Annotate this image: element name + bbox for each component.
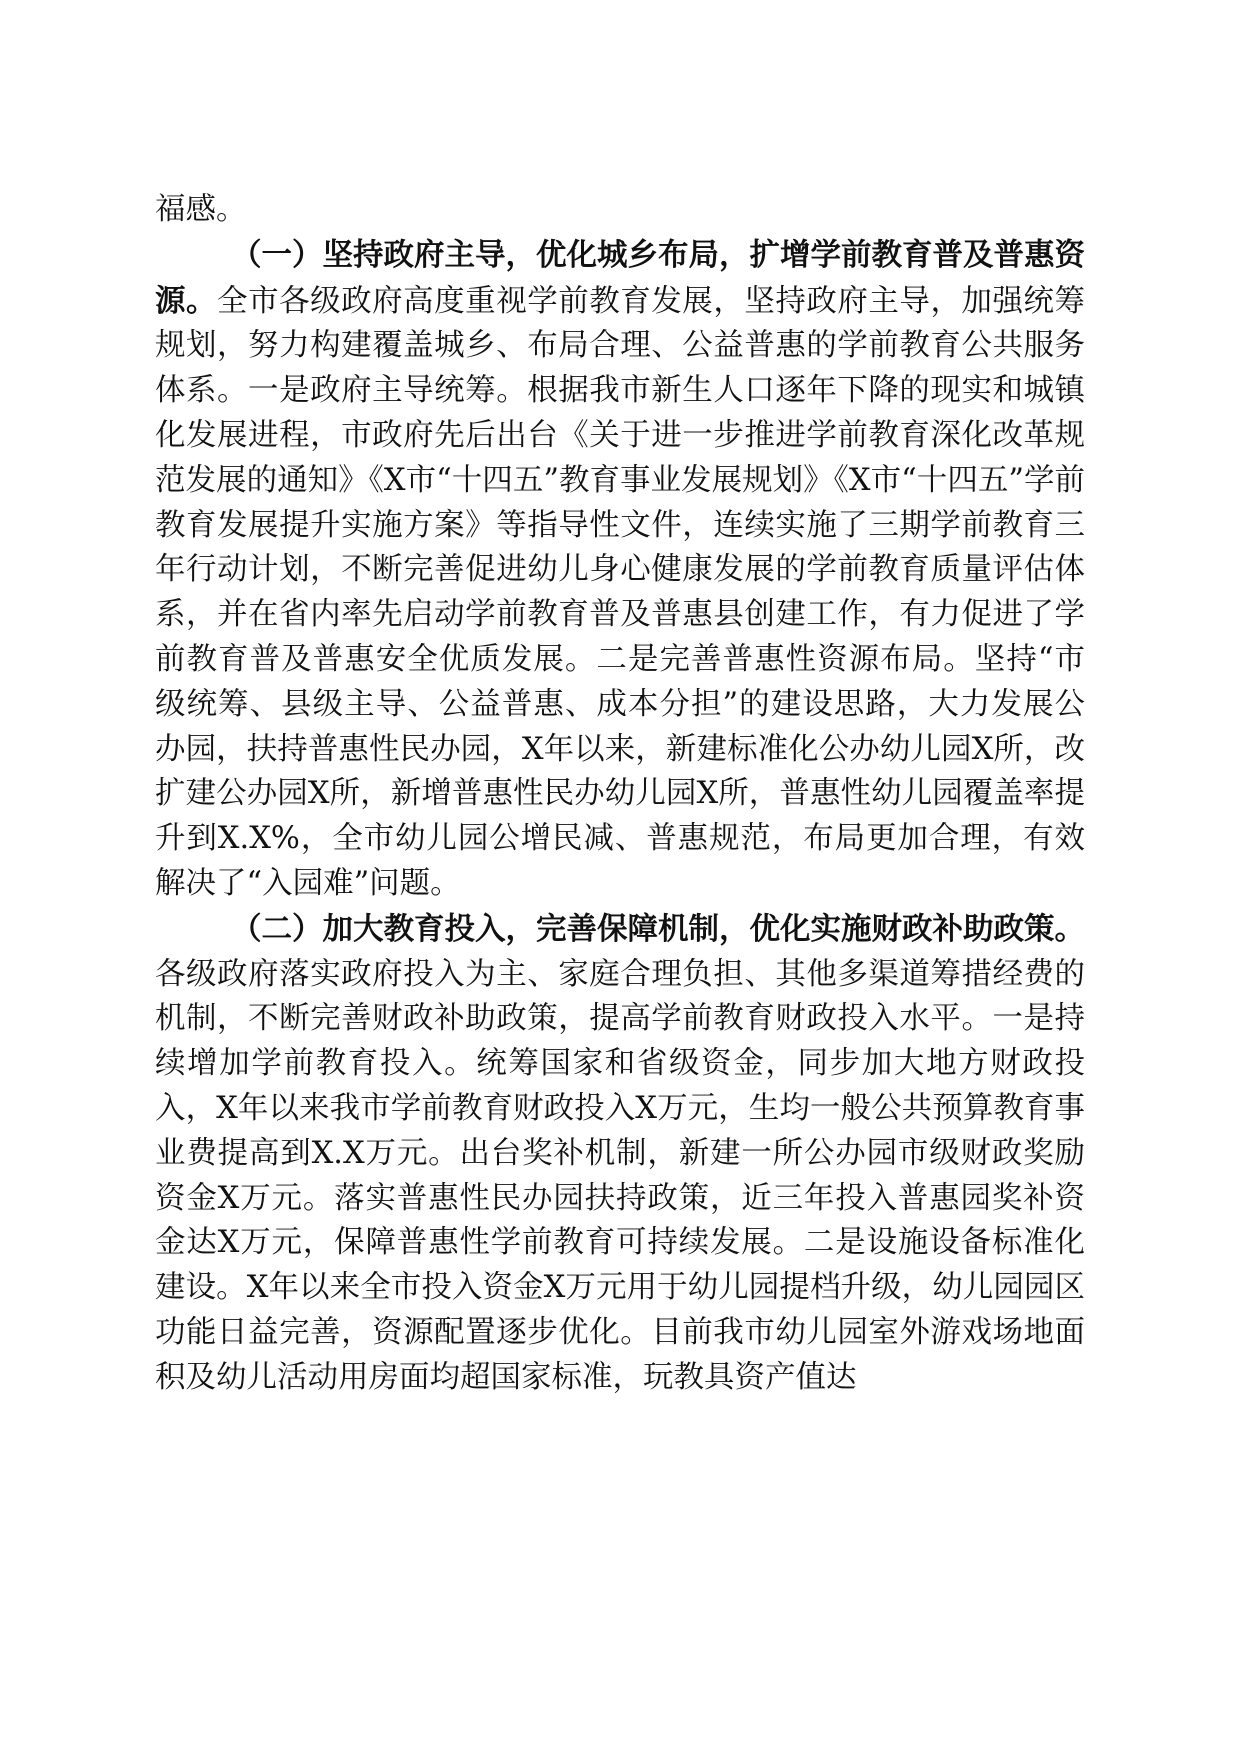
section-2-paragraph	[155, 907, 1085, 1401]
section-2-body: 各级政府落实政府投入为主、家庭合理负担、其他多渠道筹措经费的机制，不断完善财政补助政策，提高学前教育财政投入水平。一是持续增加学前教育投入。统筹国家和省级资金，同步加大地方财政投入，X年以来我市学前教育财政投入X万元，生均一般公共预算教育事业费提高到X.X万元。出台奖补机制，新建一所公办园市级财政奖励资金X万元。落实普惠性民办园扶持政策，近三年投入普惠园奖补资金达X万元，保障普惠性学前教育可持续发展。二是设施设备标准化建设。X年以来全市投入资金X万元用于幼儿园提档升级，幼儿园园区功能日益完善，资源配置逐步优化。目前我市幼儿园室外游戏场地面积及幼儿活动用房面均超国家标准，玩教具资产值达	[155, 956, 1085, 1395]
section-2-heading: （二）加大教育投入，完善保障机制，优化实施财政补助政策。	[231, 910, 1085, 947]
document-page	[155, 188, 1085, 1401]
section-1-heading: （一）坚持政府主导，优化城乡布局，扩增学前教育普及普惠资源。	[155, 236, 1085, 319]
section-1-body: 全市各级政府高度重视学前教育发展，坚持政府主导，加强统筹规划，努力构建覆盖城乡、布局合理、公益普惠的学前教育公共服务体系。一是政府主导统筹。根据我市新生人口逐年下降的现实和城镇化发展进程，市政府先后出台《关于进一步推进学前教育深化改革规范发展的通知》《X市“十四五”教育事业发展规划》《X市“十四五”学前教育发展提升实施方案》等指导性文件，连续实施了三期学前教育三年行动计划，不断完善促进幼儿身心健康发展的学前教育质量评估体系，并在省内率先启动学前教育普及普惠县创建工作，有力促进了学前教育普及普惠安全优质发展。二是完善普惠性资源布局。坚持“市级统筹、县级主导、公益普惠、成本分担”的建设思路，大力发展公办园，扶持普惠性民办园，X年以来，新建标准化公办幼儿园X所，改扩建公办园X所，新增普惠性民办幼儿园X所，普惠性幼儿园覆盖率提升到X.X%，全市幼儿园公增民减、普惠规范，布局更加合理，有效解决了“入园难”问题。	[155, 283, 1086, 901]
continuation-paragraph: 福感。	[155, 192, 247, 227]
section-1-paragraph	[155, 233, 1085, 907]
